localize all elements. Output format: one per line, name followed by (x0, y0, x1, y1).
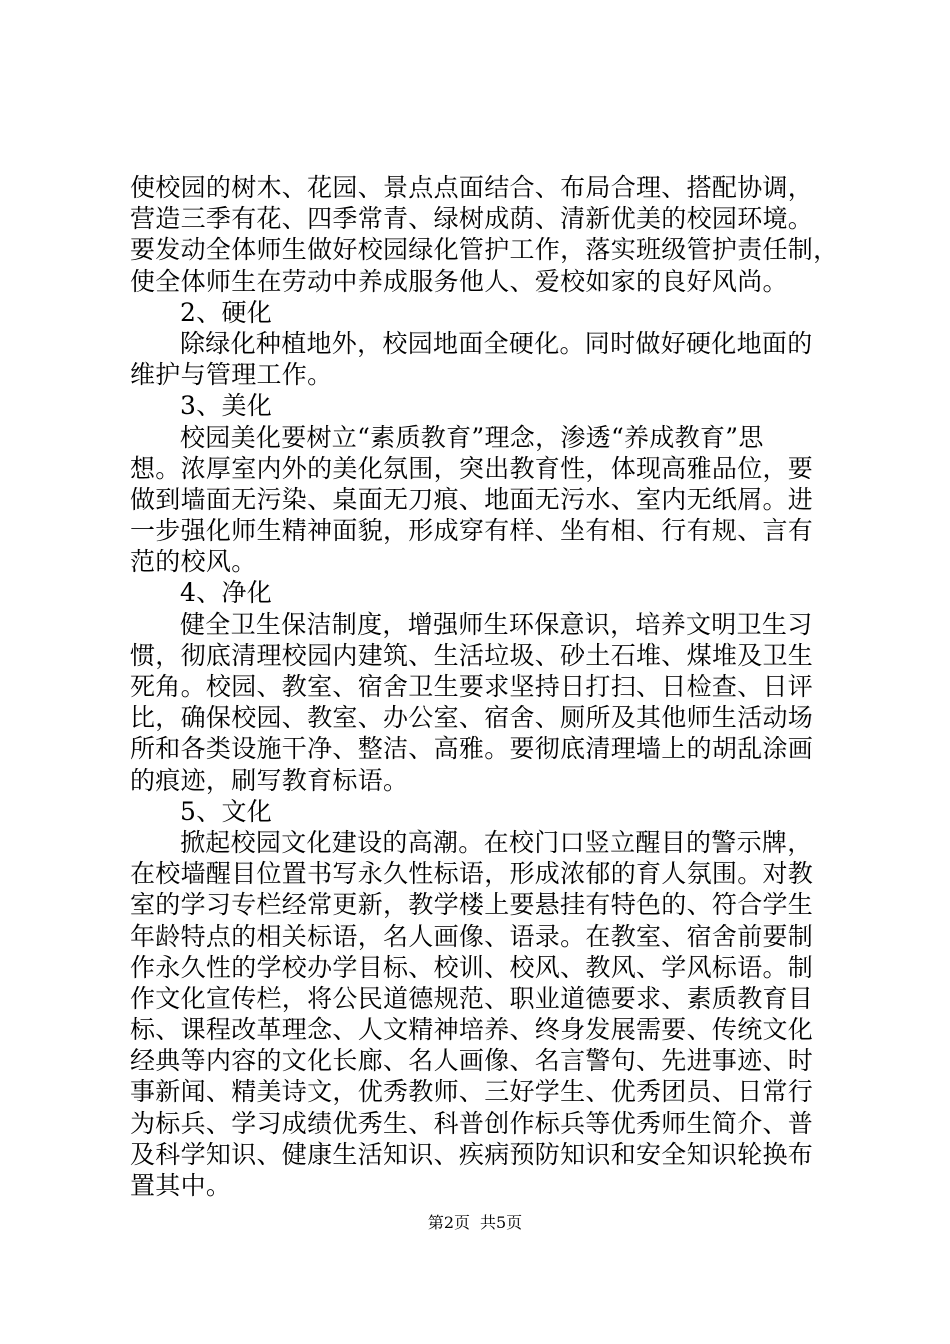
paragraph-line: 所和各类设施干净、整洁、高雅。要彻底清理墙上的胡乱涂画 (130, 734, 814, 764)
paragraph-line: 的痕迹，刷写教育标语。 (130, 765, 409, 795)
section-heading-3: 3、美化 (180, 391, 273, 421)
section-heading-4: 4、净化 (180, 578, 273, 608)
paragraph-line: 在校墙醒目位置书写永久性标语，形成浓郁的育人氛围。对教 (130, 859, 814, 889)
paragraph-line: 死角。校园、教室、宿舍卫生要求坚持日打扫、日检查、日评 (130, 672, 814, 701)
paragraph-line: 校园美化要树立“素质教育”理念，渗透“养成教育”思 (180, 422, 764, 452)
paragraph-line: 经典等内容的文化长廊、名人画像、名言警句、先进事迹、时 (130, 1046, 814, 1076)
section-heading-2: 2、硬化 (180, 297, 273, 327)
paragraph-line: 作文化宣传栏，将公民道德规范、职业道德要求、素质教育目 (130, 983, 814, 1013)
paragraph-line: 及科学知识、健康生活知识、疾病预防知识和安全知识轮换布 (130, 1139, 814, 1169)
paragraph-line: 要发动全体师生做好校园绿化管护工作，落实班级管护责任制， (130, 235, 839, 265)
paragraph-line: 健全卫生保洁制度，增强师生环保意识，培养文明卫生习 (180, 609, 813, 639)
paragraph-line: 标、课程改革理念、人文精神培养、终身发展需要、传统文化 (130, 1015, 814, 1045)
page-total: 共5页 (480, 1213, 523, 1232)
paragraph-line: 范的校风。 (130, 547, 257, 577)
paragraph-line: 使全体师生在劳动中养成服务他人、爱校如家的良好风尚。 (130, 266, 788, 296)
paragraph-line: 年龄特点的相关标语，名人画像、语录。在教室、宿舍前要制 (130, 921, 814, 951)
paragraph-line: 事新闻、精美诗文，优秀教师、三好学生、优秀团员、日常行 (130, 1077, 814, 1107)
paragraph-line: 除绿化种植地外，校园地面全硬化。同时做好硬化地面的 (180, 328, 813, 358)
paragraph-line: 置其中。 (130, 1171, 232, 1200)
paragraph-line: 做到墙面无污染、桌面无刀痕、地面无污水、室内无纸屑。进 (130, 484, 814, 514)
section-heading-5: 5、文化 (180, 796, 273, 826)
paragraph-line: 想。浓厚室内外的美化氛围，突出教育性，体现高雅品位，要 (130, 453, 814, 483)
document-body (130, 172, 840, 1201)
page-number: 第2页 (427, 1213, 470, 1232)
paragraph-line: 作永久性的学校办学目标、校训、校风、教风、学风标语。制 (130, 952, 814, 982)
paragraph-line: 维护与管理工作。 (130, 360, 333, 390)
paragraph-line: 营造三季有花、四季常青、绿树成荫、清新优美的校园环境。 (130, 204, 814, 234)
paragraph-line: 比，确保校园、教室、办公室、宿舍、厕所及其他师生活动场 (130, 703, 814, 733)
paragraph-line: 一步强化师生精神面貌，形成穿有样、坐有相、行有规、言有 (130, 516, 814, 546)
paragraph-line: 室的学习专栏经常更新，教学楼上要悬挂有特色的、符合学生 (130, 890, 814, 920)
paragraph-line: 使校园的树木、花园、景点点面结合、布局合理、搭配协调， (130, 173, 814, 202)
paragraph-line: 为标兵、学习成绩优秀生、科普创作标兵等优秀师生简介、普 (130, 1108, 814, 1138)
page-footer (0, 1213, 950, 1233)
paragraph-line: 惯，彻底清理校园内建筑、生活垃圾、砂土石堆、煤堆及卫生 (130, 640, 814, 670)
paragraph-line: 掀起校园文化建设的高潮。在校门口竖立醒目的警示牌， (180, 827, 813, 857)
